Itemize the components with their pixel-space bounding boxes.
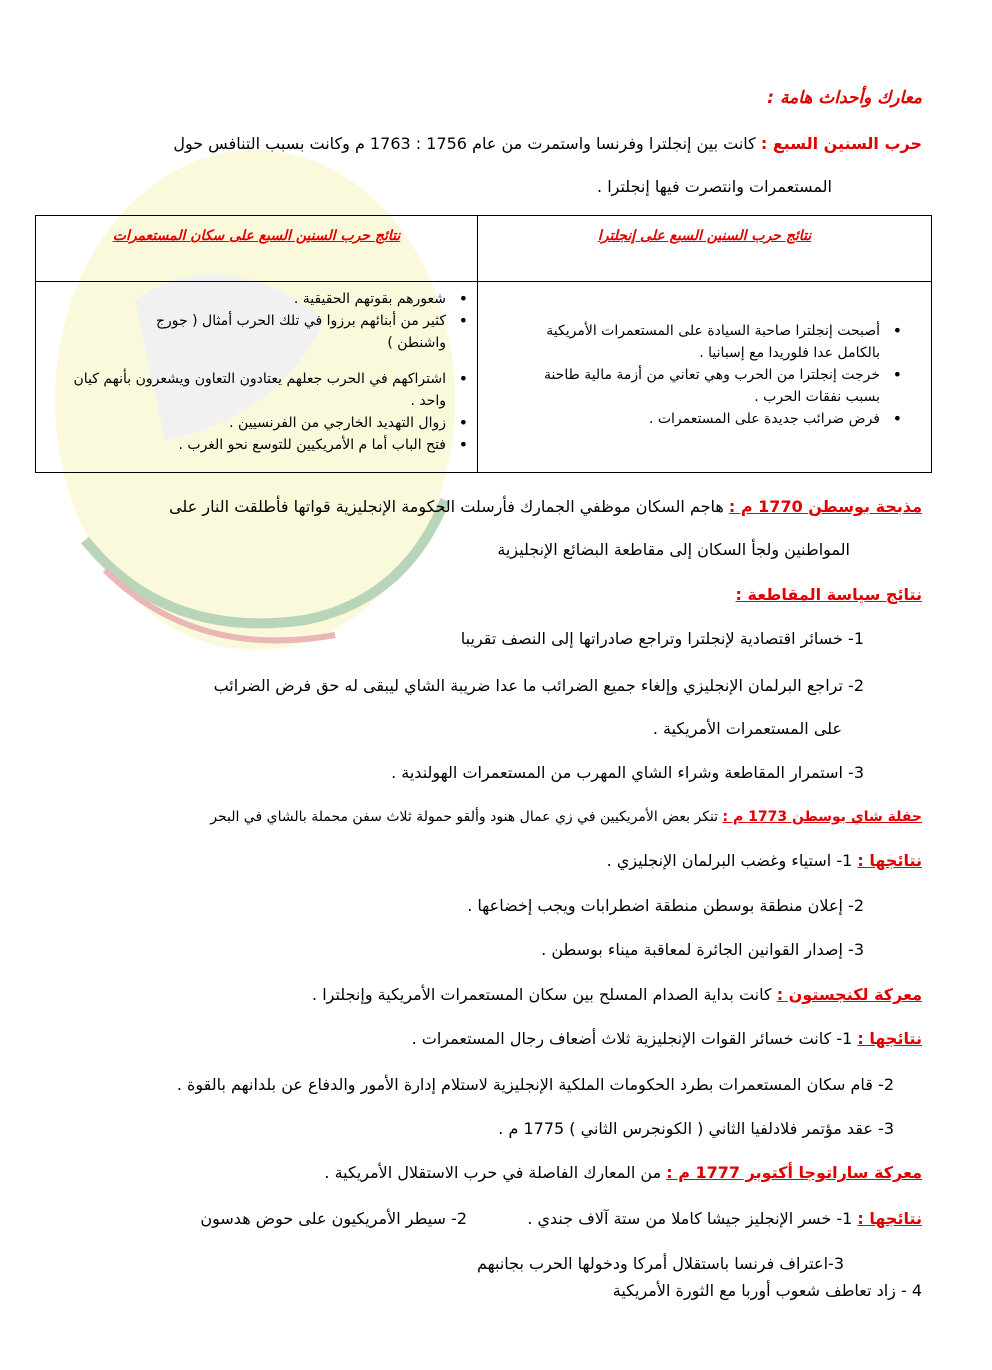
boycott-heading: نتائج سياسة المقاطعة : [735, 585, 922, 604]
colonist-result-item: • شعورهم بقوتهم الحقيقية . [43, 288, 446, 310]
boston-massacre-heading-c: م : [728, 497, 753, 516]
colonist-result-item: • كثير من أبنائهم برزوا في تلك الحرب أمثال ( جورج واشنطن ) [43, 310, 446, 354]
boycott-item-3: 3- استمرار المقاطعة وشراء الشاي المهرب من المستعمرات الهولندية . [391, 763, 864, 782]
england-results-cell [478, 282, 932, 473]
boston-massacre-text-2: المواطنين ولجأ السكان إلى مقاطعة البضائع الإنجليزية [497, 540, 850, 559]
saratoga-result-4: 4 - زاد تعاطف شعوب أوربا مع الثورة الأمريكية [612, 1281, 922, 1300]
colonist-result-item: • اشتراكهم في الحرب جعلهم يعتادون التعاون ويشعرون بأنهم كيان واحد . [43, 368, 446, 412]
saratoga-result-2: 2- سيطر الأمريكيون على حوض هدسون [200, 1209, 467, 1228]
colonists-results-cell [36, 282, 478, 473]
tea-party-line [210, 806, 922, 828]
seven-years-war-text-2: المستعمرات وانتصرت فيها إنجلترا . [597, 177, 832, 196]
header-colonists: نتائج حرب السنين السبع على سكان المستعمرات [36, 216, 478, 282]
saratoga-heading: معركة ساراتوجا أكتوبر 1777 م : [666, 1163, 922, 1182]
tea-party-result-3: 3- إصدار القوانين الجائرة لمعاقبة ميناء بوسطن . [541, 940, 864, 959]
tea-party-heading: حفلة شاي بوسطن 1773 م : [722, 809, 922, 825]
header-england: نتائج حرب السنين السبع على إنجلترا [478, 216, 932, 282]
england-result-item: • خرجت إنجلترا من الحرب وهي تعاني من أزمة مالية طاحنة بسبب نفقات الحرب . [509, 364, 880, 408]
lexington-line [312, 984, 922, 1006]
boycott-item-2: 2- تراجع البرلمان الإنجليزي وإلغاء جميع الضرائب ما عدا ضريبة الشاي ليبقى له حق فرض الضرائب [213, 676, 864, 695]
saratoga-results-label: نتائجها : [857, 1209, 922, 1228]
lexington-results-label: نتائجها : [857, 1029, 922, 1048]
saratoga-text: من المعارك الفاصلة في حرب الاستقلال الأمريكية . [324, 1163, 662, 1182]
lexington-result-1-line [412, 1028, 922, 1050]
saratoga-result-1: 1- خسر الإنجليز جيشا كاملا من ستة آلاف جندي . [527, 1209, 853, 1228]
seven-years-war-line [173, 133, 922, 155]
saratoga-result-1-line [527, 1208, 922, 1230]
boston-massacre-text: هاجم السكان موظفي الجمارك فأرسلت الحكومة الإنجليزية قواتها فأطلقت النار على [169, 497, 724, 516]
lexington-heading: معركة لكنجستون : [776, 985, 922, 1004]
boston-massacre-line [169, 496, 922, 518]
colonist-result-item: • فتح الباب أما م الأمريكيين للتوسع نحو الغرب . [43, 434, 446, 456]
boston-massacre-year: 1770 [758, 497, 803, 516]
seven-years-war-text: كانت بين إنجلترا وفرنسا واستمرت من عام 1756 : 1763 م وكانت بسبب التنافس حول [173, 134, 756, 153]
boycott-item-2b: على المستعمرات الأمريكية . [652, 719, 842, 738]
boston-massacre-heading-a: مذبحة بوسطن [808, 497, 922, 516]
tea-party-text: تنكر بعض الأمريكيين في زي عمال هنود وألقو حمولة ثلاث سفن محملة بالشاي في البحر [210, 809, 719, 825]
page-title: معارك وأحداث هامة : [767, 88, 922, 108]
tea-party-results-label: نتائجها : [857, 851, 922, 870]
lexington-text: كانت بداية الصدام المسلح بين سكان المستعمرات الأمريكية وإنجلترا . [312, 985, 772, 1004]
tea-party-result-1: 1- استياء وغضب البرلمان الإنجليزي . [606, 851, 853, 870]
boycott-item-1: 1- خسائر اقتصادية لإنجلترا وتراجع صادراتها إلى النصف تقريبا [460, 629, 864, 648]
seven-years-war-heading: حرب السنين السبع : [760, 134, 922, 153]
colonist-result-item: • زوال التهديد الخارجي من الفرنسيين . [43, 412, 446, 434]
boston-massacre-heading [729, 497, 922, 516]
england-result-item: • فرض ضرائب جديدة على المستعمرات . [509, 408, 880, 430]
lexington-result-2: 2- قام سكان المستعمرات بطرد الحكومات الملكية الإنجليزية لاستلام إدارة الأمور والدفاع عن بلدانهم بالقوة . [176, 1075, 894, 1094]
saratoga-line [324, 1162, 922, 1184]
england-result-item: • أصبحت إنجلترا صاحبة السيادة على المستعمرات الأمريكية بالكامل عدا فلوريدا مع إسبانيا . [509, 320, 880, 364]
lexington-result-1: 1- كانت خسائر القوات الإنجليزية ثلاث أضعاف رجال المستعمرات . [411, 1029, 853, 1048]
saratoga-result-3: 3-اعتراف فرنسا باستقلال أمركا ودخولها الحرب بجانبهم [476, 1254, 844, 1273]
lexington-result-3: 3- عقد مؤتمر فلادلفيا الثاني ( الكونجرس الثاني ) 1775 م . [498, 1119, 894, 1138]
tea-party-result-1-line [607, 850, 922, 872]
results-table [35, 215, 932, 473]
tea-party-result-2: 2- إعلان منطقة بوسطن منطقة اضطرابات ويجب إخضاعها . [467, 896, 864, 915]
